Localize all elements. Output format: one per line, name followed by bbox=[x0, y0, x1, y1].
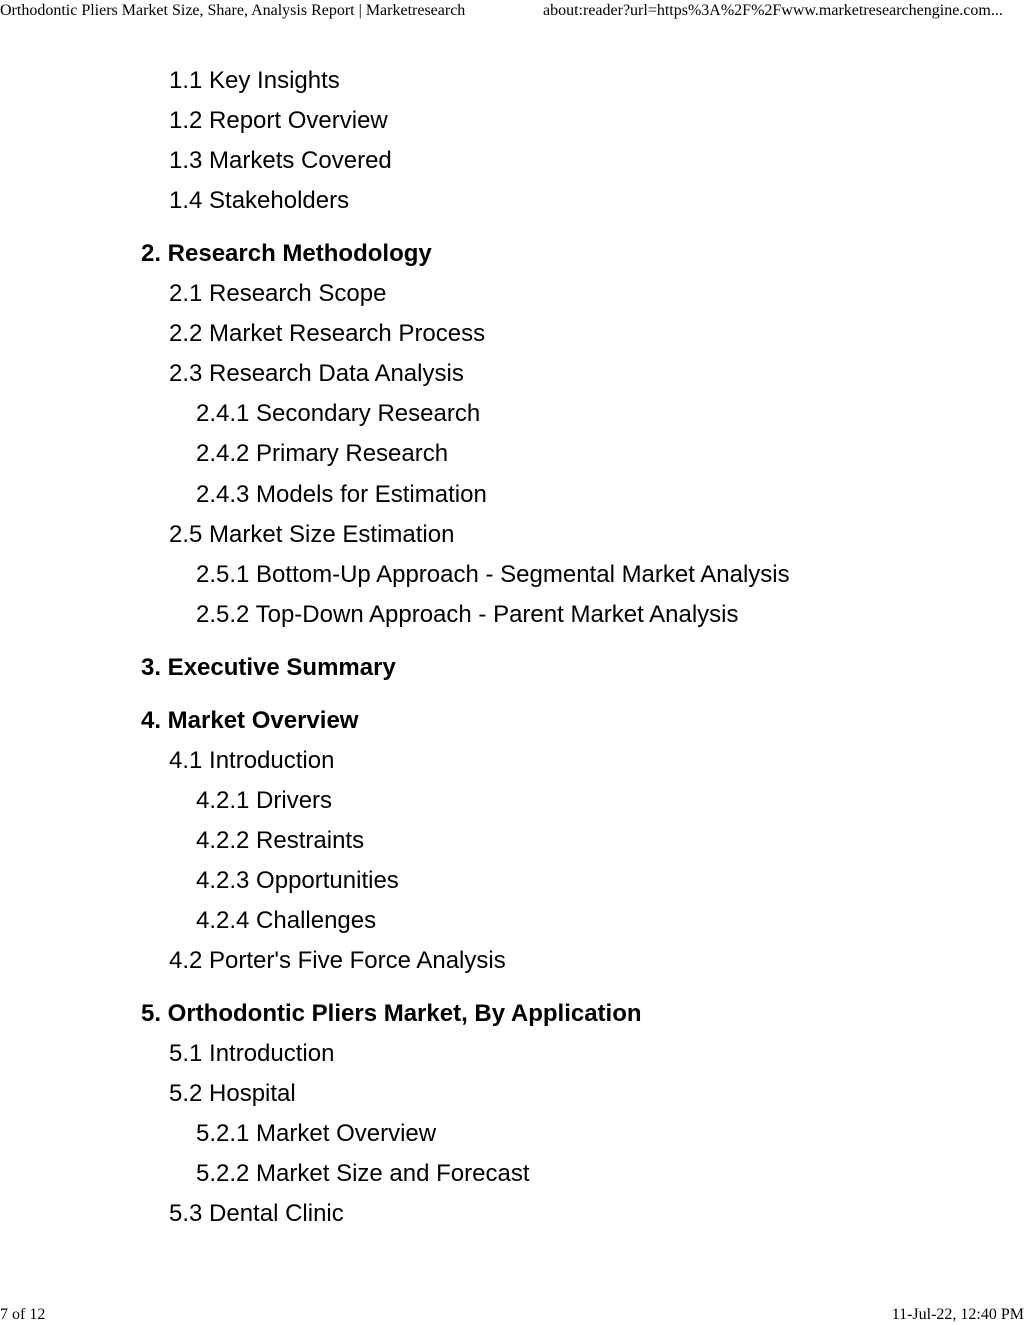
toc-item: 4.1 Introduction bbox=[169, 747, 335, 774]
toc-subitem: 5.2.1 Market Overview bbox=[196, 1120, 437, 1147]
toc-subitem: 2.5.2 Top-Down Approach - Parent Market Analysis bbox=[196, 601, 739, 628]
page-number: 7 of 12 bbox=[0, 1306, 46, 1323]
print-timestamp: 11-Jul-22, 12:40 PM bbox=[891, 1306, 1024, 1323]
print-footer bbox=[0, 1305, 1024, 1325]
toc-item: 5.3 Dental Clinic bbox=[169, 1200, 344, 1227]
toc-subitem: 4.2.4 Challenges bbox=[196, 907, 377, 934]
toc-subitem: 2.4.1 Secondary Research bbox=[196, 400, 481, 427]
toc-subitem: 2.5.1 Bottom-Up Approach - Segmental Market Analysis bbox=[196, 561, 790, 588]
document-url: about:reader?url=https%3A%2F%2Fwww.marketresearchengine.com... bbox=[543, 2, 1003, 19]
toc-subitem: 5.2.2 Market Size and Forecast bbox=[196, 1160, 530, 1187]
toc-item: 1.2 Report Overview bbox=[169, 107, 388, 134]
toc-item: 5.1 Introduction bbox=[169, 1040, 335, 1067]
toc-item: 2.3 Research Data Analysis bbox=[169, 360, 464, 387]
toc-section-heading: 4. Market Overview bbox=[141, 707, 359, 734]
toc-section-heading: 2. Research Methodology bbox=[141, 240, 432, 267]
toc-subitem: 4.2.1 Drivers bbox=[196, 787, 333, 814]
toc-subitem: 2.4.2 Primary Research bbox=[196, 440, 449, 467]
toc-subitem: 2.4.3 Models for Estimation bbox=[196, 481, 487, 508]
toc-item: 2.2 Market Research Process bbox=[169, 320, 486, 347]
toc-subitem: 4.2.3 Opportunities bbox=[196, 867, 399, 894]
toc-item: 2.1 Research Scope bbox=[169, 280, 387, 307]
toc-item: 1.1 Key Insights bbox=[169, 67, 340, 94]
toc-subitem: 4.2.2 Restraints bbox=[196, 827, 365, 854]
toc-item: 5.2 Hospital bbox=[169, 1080, 296, 1107]
print-header bbox=[0, 0, 1024, 24]
toc-item: 2.5 Market Size Estimation bbox=[169, 521, 455, 548]
toc-item: 1.4 Stakeholders bbox=[169, 187, 350, 214]
toc-section-heading: 5. Orthodontic Pliers Market, By Application bbox=[141, 1000, 642, 1027]
toc-item: 4.2 Porter's Five Force Analysis bbox=[169, 947, 506, 974]
toc-section-heading: 3. Executive Summary bbox=[141, 654, 396, 681]
toc-item: 1.3 Markets Covered bbox=[169, 147, 392, 174]
document-title: Orthodontic Pliers Market Size, Share, Analysis Report | Marketresearch bbox=[0, 2, 466, 19]
